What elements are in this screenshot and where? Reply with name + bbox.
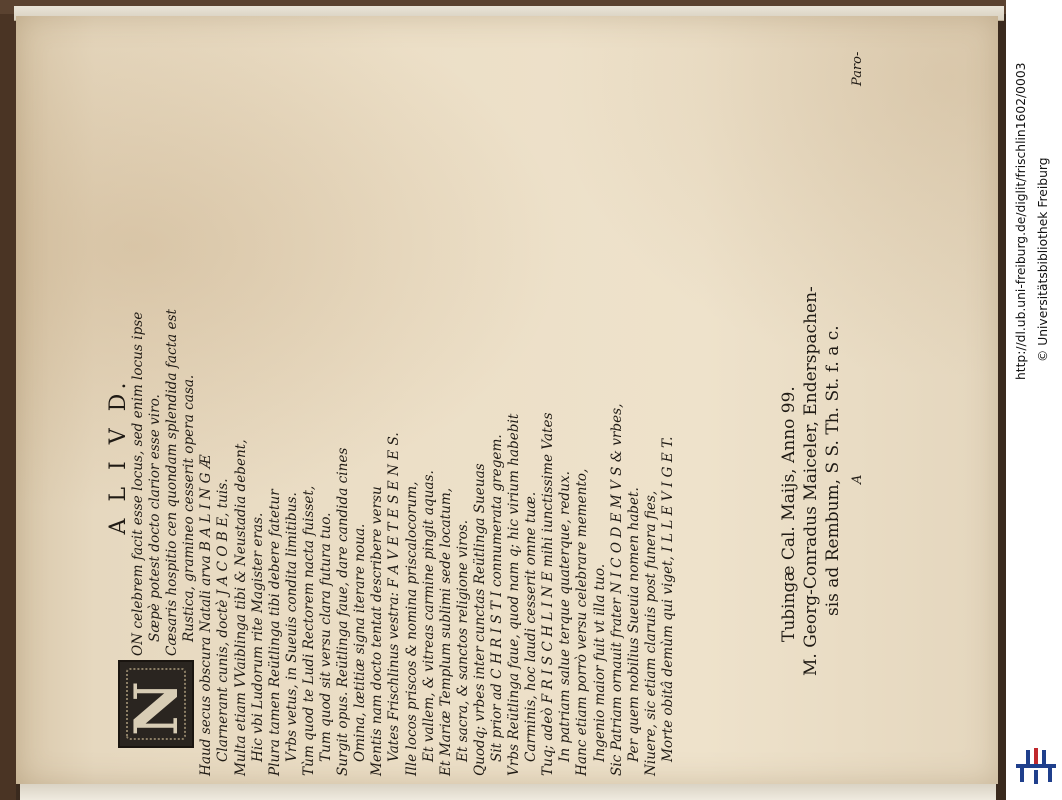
verse-line: Omina, lætitiæ signa iterare noua. (352, 523, 369, 762)
verse-line: Tum quod sit versu clara futura tuo. (318, 512, 335, 762)
verse-line: Clarnerant cunis, doctè J A C O B E, tuis. (215, 478, 232, 762)
signature-mark: A (850, 474, 865, 484)
verse-line: Cæsaris hospitio cen quondam splendida facta est (164, 309, 181, 656)
scan-background-left (0, 0, 16, 800)
verse-line: Tùm quod te Ludi Rectorem nacta fuisset, (300, 485, 317, 776)
verse-line: Hanc etiam porrò versu celebrare memento, (574, 468, 591, 776)
verse-line: Vrbs Reütlinga faue, quod nam q; hic virium habebit (506, 413, 523, 776)
verse-line: Vates Frischlinus vestra: F A V E T E S E N E S. (386, 432, 403, 762)
verse-line: Vrbs vetus, in Sueuis condita limitibus. (283, 492, 300, 762)
verse-line: Sæpè potest docto clarior esse viro. (147, 394, 164, 642)
verse-line: In patriam salue terque quaterque, redux. (557, 471, 574, 762)
verse-line: Sic Patriam ornauit frater N I C O D E M V S & vrbes, (608, 403, 625, 776)
verse-line: Sit prior ad C H R I S T I connumerata gregem. (488, 434, 505, 762)
initial-letter: N (122, 681, 192, 736)
colophon (778, 16, 844, 776)
colophon-author: M. Georg-Conradus Maiceler, Enderspachen- (801, 286, 821, 676)
verse-line: Et sacra, & sanctos religione viros. (454, 519, 471, 762)
book-bottom-edge (20, 782, 996, 800)
verse-line: Mentis nam docto tentat describere versu (369, 486, 386, 776)
verse-line: Ille locos priscos & nomina priscalocorum, (403, 481, 420, 776)
sidebar-text-group (1013, 63, 1051, 380)
colophon-date: Tubingæ Cal. Maijs, Anno 99. (779, 386, 799, 642)
colophon-author-cont: sis ad Rembum, S S. Th. St. f. a c. (823, 325, 843, 616)
rotated-text-block (106, 16, 902, 776)
verse-line: Plura tamen Reütlinga tibi debere fatetur (266, 489, 283, 776)
verse-line: Et Mariæ Templum sublimi sede locatum, (437, 487, 454, 776)
catchword: Paro- (850, 51, 865, 86)
verse-line: Ingenio maior fuit vt illa tuo. (591, 563, 608, 762)
copyright-notice: © Universitätsbibliothek Freiburg (1036, 157, 1050, 362)
verse-line: Carminis, hoc laudi cesserit omne tuæ. (523, 491, 540, 762)
verse-line: Haud secus obscura Natali arva B A L I N G Æ (198, 454, 215, 776)
poem-verses (130, 16, 677, 776)
poem-heading: A L I V D. (106, 377, 131, 535)
verse-line: Niuere, sic etiam claruis post funera fies, (642, 490, 659, 776)
verse-line: Tuq; adeò F R I S C H L I N E mihi iunctissime Vates (540, 412, 557, 776)
verse-line: Rustica, gramineo cesserit opera casa. (181, 374, 198, 642)
verse-line: Quodq; vrbes inter cunctas Reütlinga Sueuas (471, 463, 488, 776)
verse-line: Per quem nobilius Sueuia nomen habet. (625, 487, 642, 762)
verse-line: Multa etiam VVaiblinga tibi & Neustadia debent, (232, 439, 249, 776)
verse-line: Et vallem, & vitreas carmine pingit aquas. (420, 470, 437, 762)
scanned-page (16, 16, 998, 784)
verse-line: Morte obitâ demùm qui viget, I L L E V I G E T. (659, 436, 676, 762)
library-logo-icon (1016, 748, 1056, 784)
verse-line: ON celebrem facit esse locus, sed enim locus ipse (130, 311, 146, 656)
source-url[interactable]: http://dl.ub.uni-freiburg.de/diglit/frischlin1602/0003 (1014, 62, 1028, 380)
verse-line: Hic vbi Ludorum rite Magister eras. (249, 512, 266, 762)
verse-line: Surgit opus. Reütlinga faue, dare candida cines (335, 447, 352, 776)
